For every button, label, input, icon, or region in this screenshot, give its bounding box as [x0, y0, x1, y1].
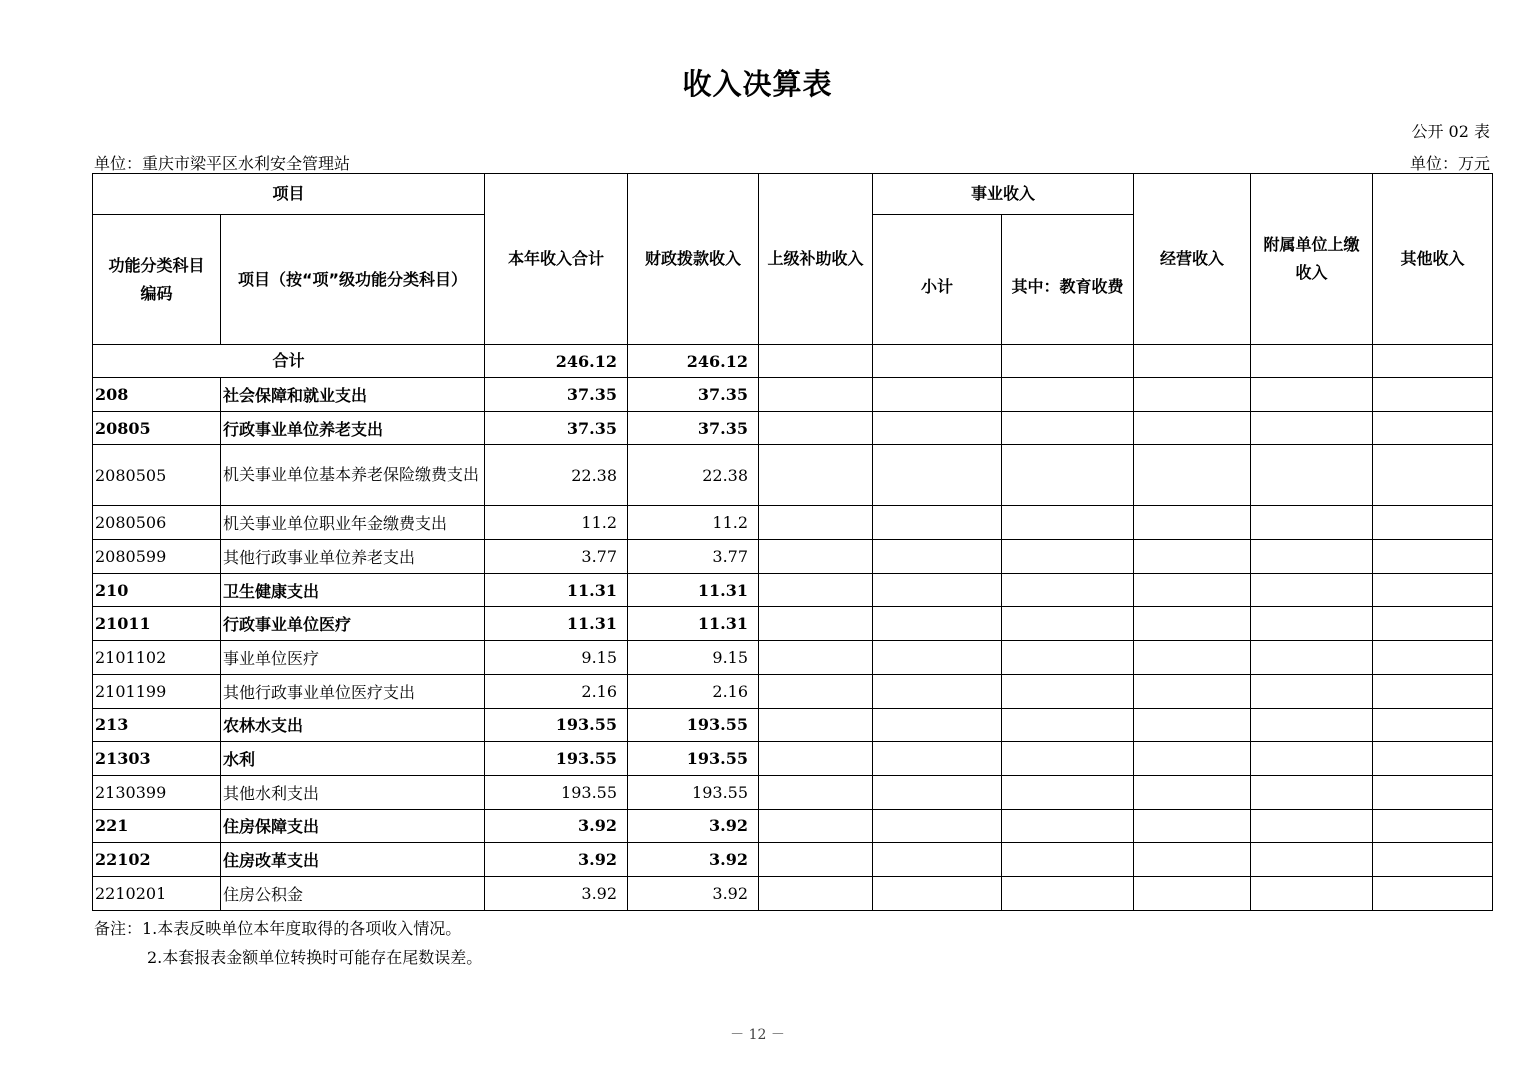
- empty-cell: [759, 843, 873, 877]
- empty-cell: [1134, 876, 1251, 910]
- empty-cell: [759, 809, 873, 843]
- table-row: [93, 445, 1493, 506]
- row-total: 193.55: [485, 742, 628, 776]
- empty-cell: [1134, 607, 1251, 641]
- empty-cell: [1134, 775, 1251, 809]
- empty-cell: [1134, 378, 1251, 412]
- row-name: 住房公积金: [221, 876, 485, 910]
- row-total: 193.55: [485, 775, 628, 809]
- empty-cell: [759, 674, 873, 708]
- table-row: [93, 674, 1493, 708]
- empty-cell: [1251, 445, 1373, 506]
- row-total: 9.15: [485, 641, 628, 675]
- row-code: 2130399: [93, 775, 221, 809]
- empty-cell: [873, 411, 1002, 445]
- header-edu: 其中：教育收费: [1002, 215, 1134, 345]
- table-row: [93, 378, 1493, 412]
- table-row: [93, 742, 1493, 776]
- row-name: 机关事业单位基本养老保险缴费支出: [221, 445, 485, 506]
- empty-cell: [1002, 540, 1134, 574]
- header-name: 项目（按“项”级功能分类科目）: [221, 215, 485, 345]
- header-fiscal: 财政拨款收入: [628, 174, 759, 345]
- row-fiscal: 193.55: [628, 742, 759, 776]
- header-other: 其他收入: [1373, 174, 1493, 345]
- row-fiscal: 2.16: [628, 674, 759, 708]
- row-name: 水利: [221, 742, 485, 776]
- empty-cell: [1002, 607, 1134, 641]
- empty-cell: [873, 742, 1002, 776]
- income-table: [92, 173, 1493, 911]
- empty-cell: [1251, 573, 1373, 607]
- empty-cell: [1373, 540, 1493, 574]
- row-total: 3.92: [485, 876, 628, 910]
- header-code: 功能分类科目编码: [93, 215, 221, 345]
- row-total: 22.38: [485, 445, 628, 506]
- row-name: 农林水支出: [221, 708, 485, 742]
- empty-cell: [759, 573, 873, 607]
- empty-cell: [759, 775, 873, 809]
- row-fiscal: 9.15: [628, 641, 759, 675]
- header-total: 本年收入合计: [485, 174, 628, 345]
- empty-cell: [1134, 506, 1251, 540]
- row-total: 11.2: [485, 506, 628, 540]
- row-fiscal: 3.92: [628, 809, 759, 843]
- empty-cell: [1251, 876, 1373, 910]
- row-code: 213: [93, 708, 221, 742]
- row-total: 193.55: [485, 708, 628, 742]
- header-operating: 经营收入: [1134, 174, 1251, 345]
- empty-cell: [1134, 641, 1251, 675]
- empty-cell: [1002, 708, 1134, 742]
- empty-cell: [873, 674, 1002, 708]
- empty-cell: [1002, 641, 1134, 675]
- empty-cell: [1002, 742, 1134, 776]
- empty-cell: [1134, 540, 1251, 574]
- empty-cell: [1002, 573, 1134, 607]
- row-fiscal: 22.38: [628, 445, 759, 506]
- empty-cell: [1002, 506, 1134, 540]
- empty-cell: [759, 378, 873, 412]
- reporting-unit: 单位：重庆市梁平区水利安全管理站: [94, 154, 351, 173]
- empty-cell: [873, 809, 1002, 843]
- empty-cell: [1002, 674, 1134, 708]
- empty-cell: [1134, 708, 1251, 742]
- row-code: 22102: [93, 843, 221, 877]
- empty-cell: [1002, 809, 1134, 843]
- empty-cell: [873, 506, 1002, 540]
- empty-cell: [1373, 775, 1493, 809]
- empty-cell: [1373, 641, 1493, 675]
- total-fiscal: 246.12: [628, 345, 759, 378]
- row-code: 208: [93, 378, 221, 412]
- empty-cell: [1002, 411, 1134, 445]
- row-total: 37.35: [485, 378, 628, 412]
- empty-cell: [1134, 809, 1251, 843]
- empty-cell: [1002, 775, 1134, 809]
- total-row: [93, 345, 1493, 378]
- empty-cell: [1373, 607, 1493, 641]
- empty-cell: [1251, 607, 1373, 641]
- empty-cell: [873, 775, 1002, 809]
- empty-cell: [1134, 411, 1251, 445]
- currency-unit: 单位：万元: [1409, 154, 1490, 173]
- table-row: [93, 540, 1493, 574]
- table-row: [93, 607, 1493, 641]
- row-code: 2080506: [93, 506, 221, 540]
- empty-cell: [1251, 775, 1373, 809]
- empty-cell: [1002, 876, 1134, 910]
- row-fiscal: 3.77: [628, 540, 759, 574]
- row-code: 2210201: [93, 876, 221, 910]
- form-number: 公开 02 表: [1411, 122, 1490, 141]
- empty-cell: [759, 445, 873, 506]
- empty-cell: [1134, 573, 1251, 607]
- row-fiscal: 11.31: [628, 573, 759, 607]
- empty-cell: [1373, 445, 1493, 506]
- row-fiscal: 37.35: [628, 378, 759, 412]
- table-row: [93, 775, 1493, 809]
- empty-cell: [873, 641, 1002, 675]
- empty-cell: [873, 378, 1002, 412]
- empty-cell: [1002, 378, 1134, 412]
- row-total: 3.92: [485, 809, 628, 843]
- empty-cell: [873, 708, 1002, 742]
- total-income: 246.12: [485, 345, 628, 378]
- row-name: 行政事业单位养老支出: [221, 411, 485, 445]
- empty-cell: [1251, 378, 1373, 412]
- table-row: [93, 411, 1493, 445]
- note-2: 2.本套报表金额单位转换时可能存在尾数误差。: [147, 948, 483, 967]
- row-name: 卫生健康支出: [221, 573, 485, 607]
- empty-cell: [759, 641, 873, 675]
- row-total: 11.31: [485, 607, 628, 641]
- row-name: 住房改革支出: [221, 843, 485, 877]
- table-row: [93, 573, 1493, 607]
- row-fiscal: 193.55: [628, 775, 759, 809]
- empty-cell: [759, 411, 873, 445]
- row-code: 21011: [93, 607, 221, 641]
- row-name: 住房保障支出: [221, 809, 485, 843]
- row-fiscal: 3.92: [628, 876, 759, 910]
- row-code: 221: [93, 809, 221, 843]
- empty-cell: [1373, 573, 1493, 607]
- empty-cell: [873, 445, 1002, 506]
- empty-cell: [1134, 445, 1251, 506]
- row-fiscal: 11.2: [628, 506, 759, 540]
- row-total: 37.35: [485, 411, 628, 445]
- row-code: 20805: [93, 411, 221, 445]
- row-total: 2.16: [485, 674, 628, 708]
- empty-cell: [1373, 809, 1493, 843]
- empty-cell: [1373, 411, 1493, 445]
- total-label: 合计: [93, 345, 485, 378]
- empty-cell: [873, 540, 1002, 574]
- row-code: 210: [93, 573, 221, 607]
- empty-cell: [1373, 378, 1493, 412]
- row-fiscal: 193.55: [628, 708, 759, 742]
- table-row: [93, 876, 1493, 910]
- row-code: 2101102: [93, 641, 221, 675]
- empty-cell: [1251, 809, 1373, 843]
- header-business: 事业收入: [873, 174, 1134, 215]
- empty-cell: [1373, 506, 1493, 540]
- table-row: [93, 641, 1493, 675]
- empty-cell: [1373, 742, 1493, 776]
- empty-cell: [873, 876, 1002, 910]
- empty-cell: [1251, 641, 1373, 675]
- row-code: 2101199: [93, 674, 221, 708]
- page-title: 收入决算表: [682, 67, 833, 101]
- empty-cell: [1002, 843, 1134, 877]
- row-name: 机关事业单位职业年金缴费支出: [221, 506, 485, 540]
- table-row: [93, 506, 1493, 540]
- row-name: 其他行政事业单位养老支出: [221, 540, 485, 574]
- empty-cell: [759, 540, 873, 574]
- header-project: 项目: [93, 174, 485, 215]
- empty-cell: [759, 742, 873, 776]
- empty-cell: [1251, 674, 1373, 708]
- empty-cell: [1373, 876, 1493, 910]
- row-fiscal: 3.92: [628, 843, 759, 877]
- empty-cell: [1251, 843, 1373, 877]
- header-subtotal: 小计: [873, 215, 1002, 345]
- empty-cell: [1134, 742, 1251, 776]
- row-name: 其他水利支出: [221, 775, 485, 809]
- empty-cell: [759, 506, 873, 540]
- empty-cell: [1251, 540, 1373, 574]
- empty-cell: [1251, 742, 1373, 776]
- row-fiscal: 11.31: [628, 607, 759, 641]
- row-code: 21303: [93, 742, 221, 776]
- row-total: 3.77: [485, 540, 628, 574]
- table-row: [93, 843, 1493, 877]
- empty-cell: [873, 843, 1002, 877]
- row-name: 事业单位医疗: [221, 641, 485, 675]
- empty-cell: [873, 573, 1002, 607]
- empty-cell: [759, 607, 873, 641]
- row-name: 社会保障和就业支出: [221, 378, 485, 412]
- empty-cell: [1002, 445, 1134, 506]
- empty-cell: [1373, 674, 1493, 708]
- empty-cell: [1134, 674, 1251, 708]
- note-1: 备注：1.本表反映单位本年度取得的各项收入情况。: [94, 919, 462, 938]
- row-name: 行政事业单位医疗: [221, 607, 485, 641]
- empty-cell: [759, 708, 873, 742]
- header-affiliated: 附属单位上缴收入: [1251, 174, 1373, 345]
- empty-cell: [1373, 708, 1493, 742]
- header-superior: 上级补助收入: [759, 174, 873, 345]
- table-row: [93, 809, 1493, 843]
- table-row: [93, 708, 1493, 742]
- row-total: 3.92: [485, 843, 628, 877]
- page-number: － 12 －: [730, 1027, 785, 1043]
- empty-cell: [759, 876, 873, 910]
- empty-cell: [1134, 843, 1251, 877]
- row-name: 其他行政事业单位医疗支出: [221, 674, 485, 708]
- empty-cell: [1251, 708, 1373, 742]
- empty-cell: [1251, 411, 1373, 445]
- row-total: 11.31: [485, 573, 628, 607]
- empty-cell: [1373, 843, 1493, 877]
- row-fiscal: 37.35: [628, 411, 759, 445]
- empty-cell: [873, 607, 1002, 641]
- row-code: 2080599: [93, 540, 221, 574]
- empty-cell: [1251, 506, 1373, 540]
- row-code: 2080505: [93, 445, 221, 506]
